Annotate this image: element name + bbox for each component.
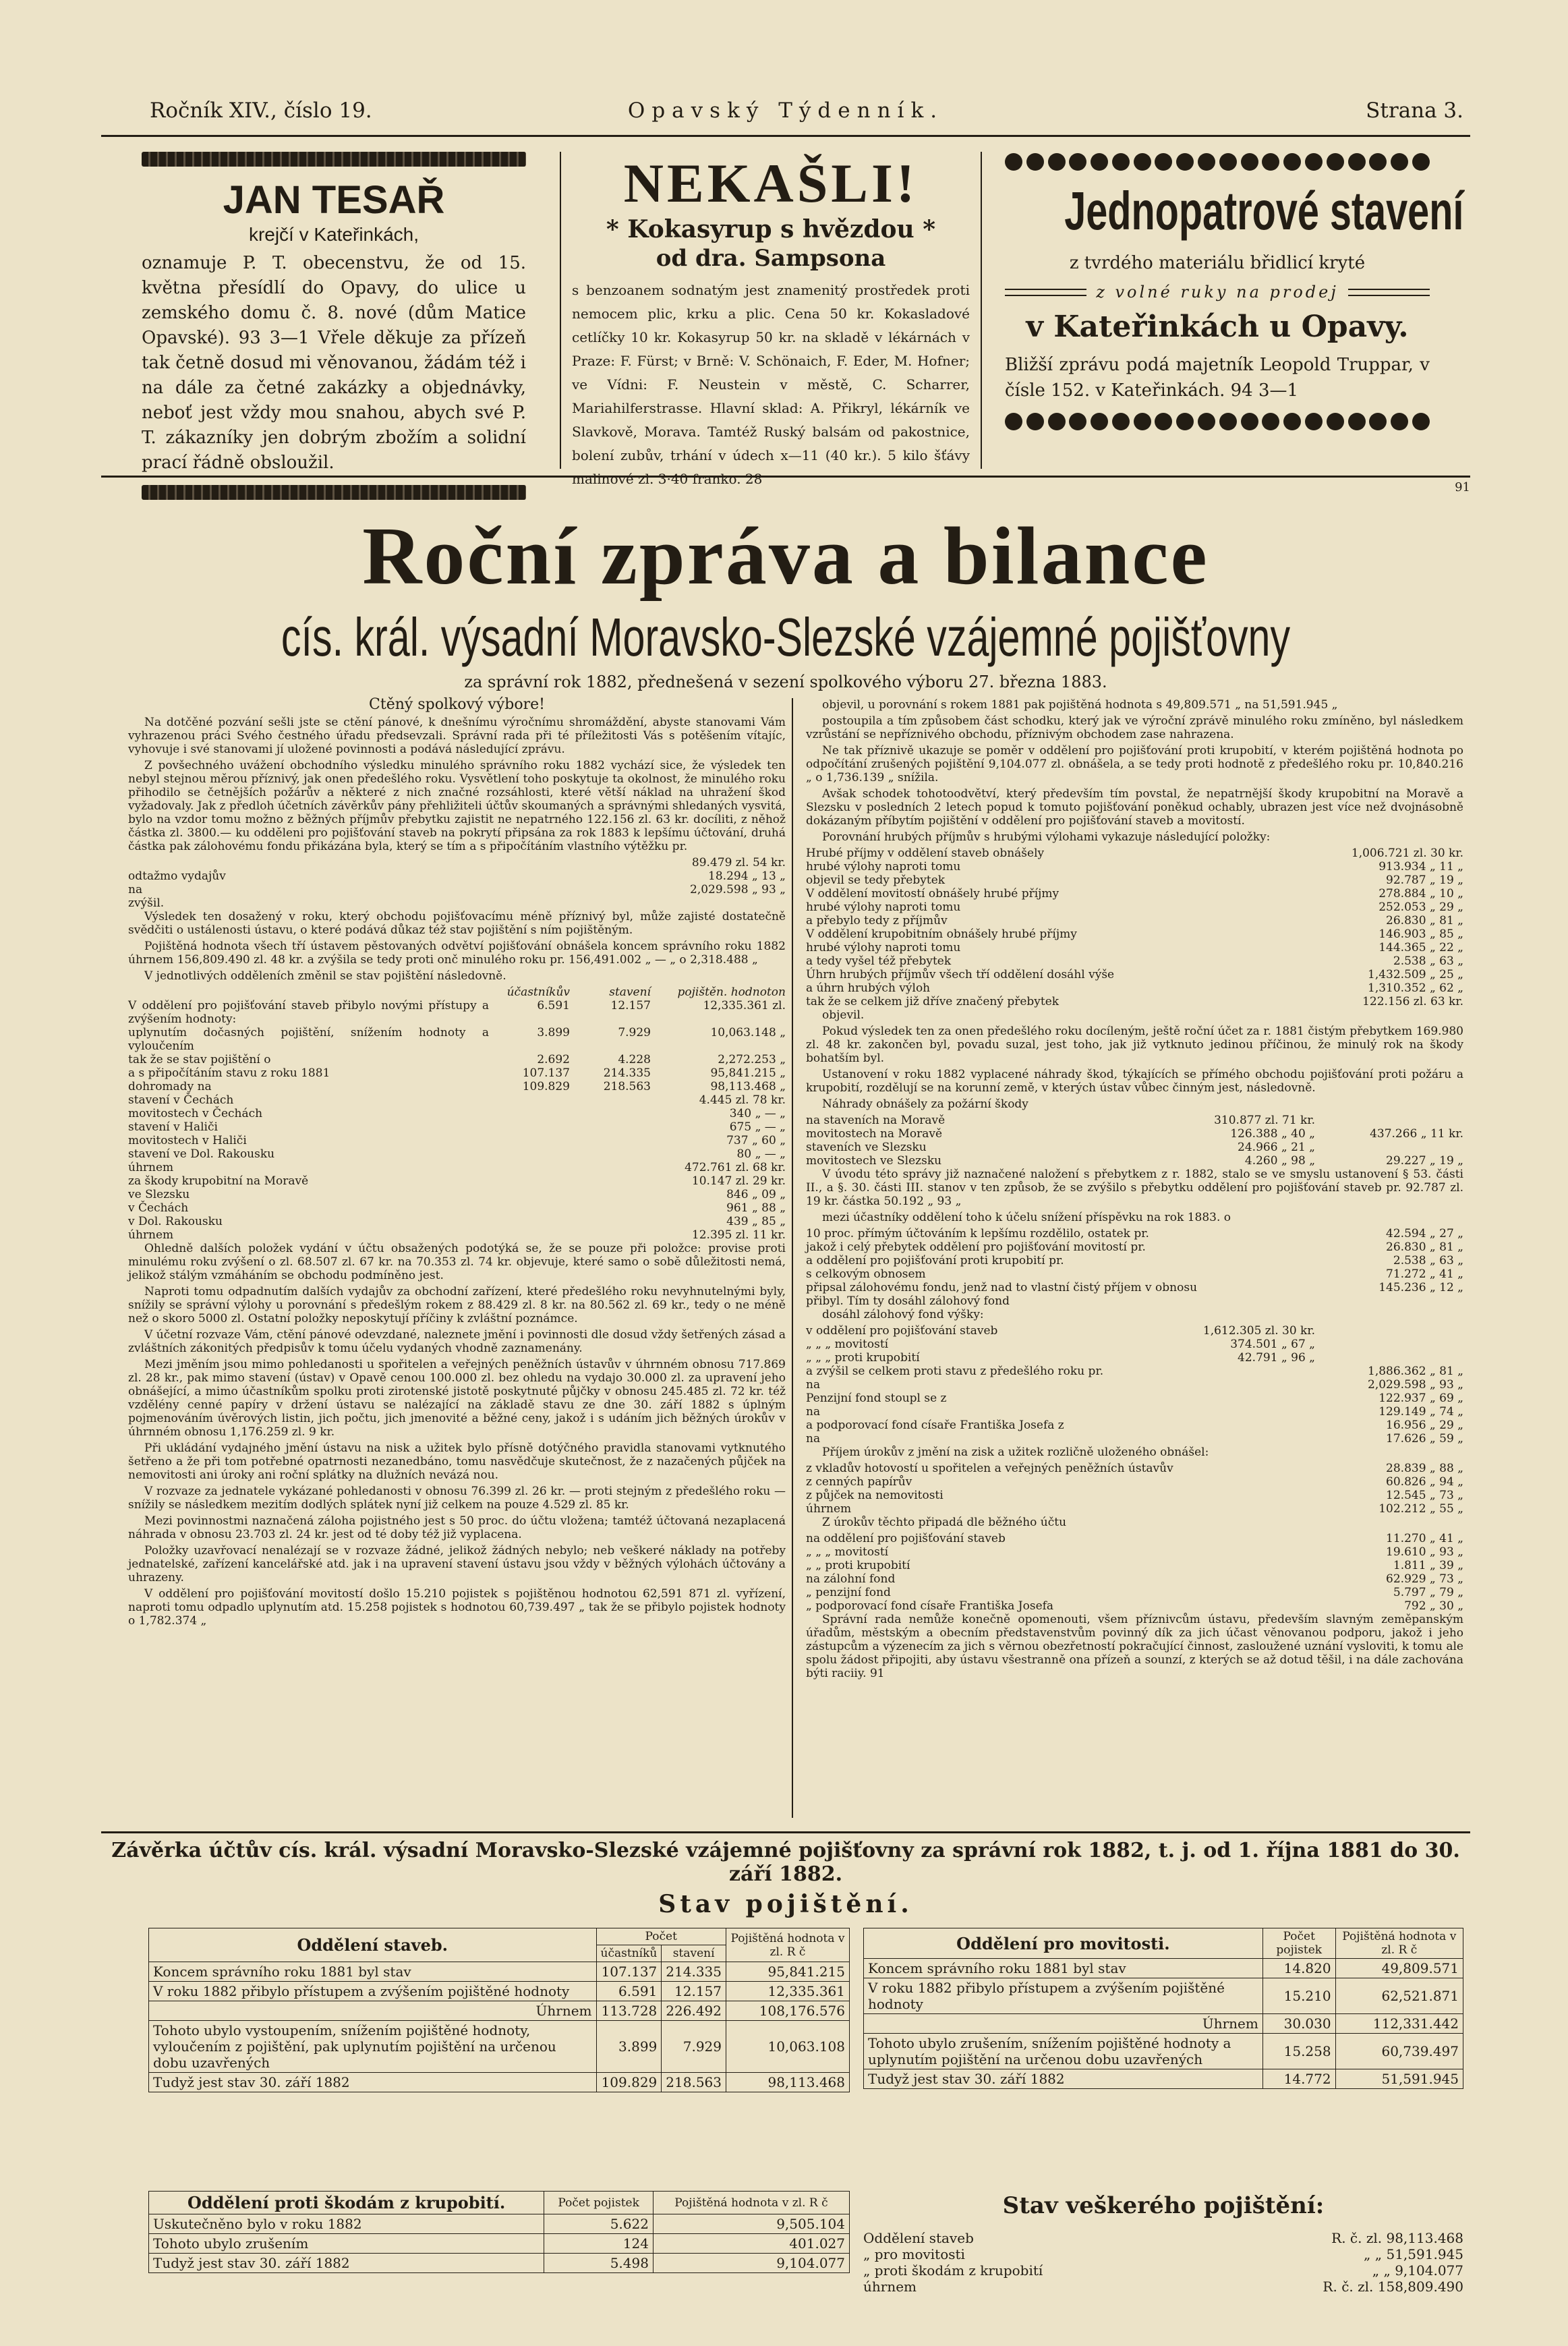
amount-row: hrubé výlohy naproti tomu 144.365 „ 22 „ [806,941,1463,954]
table-row [864,2034,1463,2069]
table-row [149,2001,850,2021]
column-left [128,698,786,1630]
table-heading: Oddělení staveb. [149,1928,597,1962]
amount-list-r5 [806,1462,1463,1516]
amount-row: a úhrn hrubých výloh 1,310.352 „ 62 „ [806,981,1463,995]
amount-row: ve Slezsku 846 „ 09 „ [128,1188,786,1201]
amount-row: jakož i celý přebytek oddělení pro pojišťování movitostí pr. 26.830 „ 81 „ [806,1240,1463,1254]
amount-row: na 17.626 „ 59 „ [806,1432,1463,1446]
paragraph: V jednotlivých odděleních změnil se stav pojištění následovně. [144,969,506,983]
ad-kasli-subtitle2: od dra. Sampsona [656,245,886,272]
paragraph: Na dotčěné pozvání sešli jste se ctění pánové, k dnešnímu výročnímu shromáždění, abyste stanovami Vám vyhrazenou práci Svého čestného úřadu předsevzali. Správní rada při té příležitosti Vás s potěšením vítajíc, vyhovuje i své stanovami jí uložené povinnosti a podává následující zprávu. [128,716,786,756]
table-cell: Koncem správního roku 1881 byl stav [149,1962,597,1982]
ad-top-band [142,152,526,167]
ad-kasli-text: s benzoanem sodnatým jest znamenitý prostředek proti nemocem plic, krku a plic. Cena 50 kr. Kokasladové cetlíčky 10 kr. Kokasyrup 50 kr. na skladě v lékárnách v Praze: F. Fürst; v Brně: V. Schönaich, F. Eder, M. Hofner; ve Vídni: F. Neustein v městě, C. Scharrer, Mariahilferstrasse. Hlavní sklad: A. Přikryl, lékárník ve Slavkově, Morava. Tamtéž Ruský balsám od pakostnice, bolení zubův, trhání v údech x—11 (40 kr.). 5 kilo šťávy malinové zl. 3·40 franko. 28 [572,282,970,487]
table-row [149,2214,850,2234]
paragraph: Položky uzavřovací nenalézají se v rozvaze žádné, jelikož žádných nebylo; neb veškeré náklady na potřeby jednatelské, zařízení kancelářské atd. jak i na upravení stavení ústavu jsou vždy v běžných výlohách účtovány a uhrazeny. [128,1544,786,1584]
issue-number: Ročník XIV., číslo 19. [150,98,372,123]
amount-row: z půjček na nemovitosti 12.545 „ 73 „ [806,1489,1463,1502]
amount-row: movitostech v Čechách 340 „ — „ [128,1107,786,1120]
table-row [149,2254,850,2273]
ad-tesar-text: oznamuje P. T. obecenstvu, že od 15. května přesídlí do Opavy, do ulice u zemského domu č. 8. nové (dům Matice Opavské). 93 3—1 Vřele děkuje za přízeň tak četně dosud mi věnovanou, žádám též i na dále za četné zakázky a objednávky, neboť jest vždy mou snahou, abych své P. T. zákazníky jen dobrým zbožím a solidní prací řádně obsloužil. [142,253,526,473]
masthead [101,94,1470,135]
paragraph: mezi účastníky oddělení toho k účelu snížení příspěvku na rok 1883. o [822,1211,1231,1224]
table-cell: Tudyž jest stav 30. září 1882 [149,2254,544,2273]
table-cell: 14.772 [1262,2069,1335,2089]
ad-staveni [1005,152,1464,432]
table-staveb-rows [149,1962,850,2092]
paragraph: V úvodu této správy již naznačené naložení s přebytkem z r. 1882, stalo se ve smyslu ustanovení § 53. části II., a §. 30. části III. stanov v ten způsob, že se zvýšilo s přebytku oddělení pro pojišťování staveb pr. 92.787 zl. 19 kr. částka 50.192 „ 93 „ [806,1168,1463,1208]
table-cell: 62,521.871 [1335,1978,1463,2014]
amount-row: a podporovací fond císaře Františka Josefa z 16.956 „ 29 „ [806,1419,1463,1432]
paragraph: Pojištěná hodnota všech tří ústavem pěstovaných odvětví pojišťování obnášela koncem správního roku 1882 úhrnem 156,809.490 zl. 48 kr. a zvýšila se tedy proti onč minulého roku pr. 156,491.002 „ — „ o 2,318.488 „ [128,940,786,967]
table-cell: 51,591.945 [1335,2069,1463,2089]
amount-list-r6 [806,1532,1463,1613]
amount-row: v oddělení pro pojišťování staveb 1,612.305 zl. 30 kr. [806,1324,1315,1338]
ad-staveni-line3: v Kateřinkách u Opavy. [1026,310,1409,344]
table-cell: 15.210 [1262,1978,1335,2014]
amount-row: staveních ve Slezsku 24.966 „ 21 „ [806,1141,1315,1154]
table-row [149,2073,850,2092]
paragraph: V oddělení pro pojišťování movitostí došlo 15.210 pojistek s pojištěnou hodnotou 62,591 871 zl. vyřízení, naproti tomu odpadlo uplynutím atd. 15.258 pojistek s hodnotou 60,739.497 „ tak že se přibylo pojistek hodnoty o 1,782.374 „ [128,1587,786,1628]
total-rows [863,2230,1463,2295]
column-right [806,698,1463,1683]
paragraph: Náhrady obnášely za požární škody [822,1097,1028,1111]
amount-row: na 2,029.598 „ 93 „ [806,1378,1463,1392]
amount-row: zvýšil. [128,896,165,910]
paragraph: dosáhl zálohový fond výšky: [822,1308,984,1321]
table-row [149,2021,850,2073]
amount-row: stavení v Čechách 4.445 zl. 78 kr. [128,1093,786,1107]
report-title: Roční zpráva a bilance [362,511,1209,602]
amount-row: 89.479 zl. 54 kr. [691,856,786,869]
stats-row: tak že se stav pojištění o 2.692 4.228 2,272.253 „ [128,1053,786,1066]
table-cell: Úhrnem [149,2001,597,2021]
amount-row: přibyl. Tím ty dosáhl zálohový fond [806,1294,1010,1308]
amount-row: úhrnem R. č. zl. 158,809.490 [863,2279,1463,2295]
table-row [864,1959,1463,1978]
summary-rule [101,1831,1470,1833]
amount-row: z vkladův hotovostí u spořitelen a veřejných peněžních ústavův 28.839 „ 88 „ [806,1462,1463,1475]
amount-row: 10 proc. přímým účtováním k lepšímu rozdělilo, ostatek pr. 42.594 „ 27 „ [806,1227,1463,1240]
paragraph: Ohledně dalších položek vydání v účtu obsažených podotýká se, že se pouze při položce: provise proti minulému roku zvýšení o zl. 68.507 zl. 67 kr. na 70.353 zl. 74 kr. objevuje, které samo o sobě důležitosti nemá, jelikož stálým vzmáháním se obchodu podmíněno jest. [128,1242,786,1282]
paragraph: Výsledek ten dosažený v roku, který obchodu pojišťovacímu méně příznivý byl, může zajisté dostatečně svědčiti o ustálenosti ústavu, o které podává důkaz též stav pojištění s ním pojištěným. [128,910,786,937]
newspaper-title: Opavský Týdenník. [627,98,944,123]
greeting: Ctěný spolkový výbore! [369,696,545,713]
paragraph: Z povšechného uvážení obchodního výsledku minulého správního roku 1882 vychází sice, že výsledek ten nebyl stejnou měrou příznivý, jak onen předešlého roku. Vysvětlení toho poskytuje ta okolnost, že minulého roku přihodilo se četnějších požárův a některé z nich značné rozsáhlosti, které větší náklad na uhražení škod vyžadovaly. Jak z předloh účetních závěrkův pány přehližiteli účtův skoumaných a správnými shledaných vysvitá, bylo na vzdor tomu možno z běžných příjmův přebytku zajistit ne nepatrného 122.156 zl. 63 kr. docíliti, z něhož částka zl. 3800.— ku odděleni pro pojišťování staveb na pokrytí připsána za rok 1883 k lepšímu účtování, druhá částka pak zálohovému fondu přikázána byla, který se tím a s připočítáním vlastního výtěžku pr. [128,759,786,853]
table-cell: 218.563 [662,2073,726,2092]
ad-staveni-text: Bližší zprávu podá majetník Leopold Truppar, v čísle 152. v Kateřinkách. 94 3—1 [1005,355,1430,401]
amount-row: s celkovým obnosem 71.272 „ 41 „ [806,1267,1463,1281]
table-cell: 49,809.571 [1335,1959,1463,1978]
report-number: 91 [1455,480,1470,494]
table-row [149,1962,850,1982]
table-heading: Oddělení pro movitosti. [864,1928,1263,1959]
table-cell: V roku 1882 přibylo přístupem a zvýšením pojištěné hodnoty [864,1978,1263,2014]
ad-kasli [560,152,982,487]
table-cell: 30.030 [1262,2014,1335,2034]
amount-row: připsal zálohovému fondu, jenž nad to vlastní čistý příjem v obnosu 145.236 „ 12 „ [806,1281,1463,1294]
table-cell: Koncem správního roku 1881 byl stav [864,1959,1263,1978]
table-cell: 109.829 [596,2073,662,2092]
table-cell: 5.498 [544,2254,654,2273]
page-number: Strana 3. [1366,98,1463,123]
col-pocet: Počet [596,1928,726,1945]
amount-row: na zálohní fond 62.929 „ 73 „ [806,1572,1463,1586]
amount-row: movitostech ve Slezsku 4.260 „ 98 „ 29.227 „ 19 „ [806,1154,1463,1168]
paragraph: Mezi jměním jsou mimo pohledanosti u spořitelen a veřejných peněžních ústavův v úhrnném obnosu 717.869 zl. 28 kr., pak mimo stavení (ústav) v Opavě cenou 100.000 zl. bez ohledu na vydajo 30.000 zl. za upravení jeho obnášející, a mimo účastníkům spolku proti zirotenské jistotě poskytnuté půjčky v obnosu 245.485 zl. 72 kr. též vzdělény cenné papíry v držení ústavu se nalézající na základě stavu ze dne 30. září 1882 s úplným pojmenováním úvěrových listin, jich počtu, jich jmenovité a běžné ceny, jakož i s udáním jich běžných úrokův v úhrnném obnosu 1,176.259 zl. 9 kr. [128,1358,786,1439]
stats-table [128,985,786,1093]
stats-row: dohromady na 109.829 218.563 98,113.468 „ [128,1080,786,1093]
amount-row: movitostech v Haliči 737 „ 60 „ [128,1134,786,1147]
table-cell: Tohoto ubylo vystoupením, snížením pojištěné hodnoty, vyloučením z pojištění, pak uplynutím pojištění na určenou dobu uzavřených [149,2021,597,2073]
stats-row: a s připočítáním stavu z roku 1881 107.137 214.335 95,841.215 „ [128,1066,786,1080]
total-insurance [863,2192,1463,2295]
ad-staveni-title: Jednopatrové stavení [1064,181,1464,241]
amount-row: „ „ „ movitostí 374.501 „ 67 „ [806,1338,1315,1351]
amount-row: v Dol. Rakousku 439 „ 85 „ [128,1215,786,1228]
amount-row: z cenných papírův 60.826 „ 94 „ [806,1475,1463,1489]
amount-row: Penzijní fond stoupl se z 122.937 „ 69 „ [806,1392,1463,1405]
column-divider [792,698,793,1818]
table-staveb [148,1928,850,2092]
amount-row: Úhrn hrubých příjmův všech tří oddělení dosáhl výše 1,432.509 „ 25 „ [806,968,1463,981]
ad-kasli-subtitle: * Kokasyrup s hvězdou * [606,215,936,244]
table-cell: V roku 1882 přibylo přístupem a zvýšením pojištěné hodnoty [149,1982,597,2001]
table-cell: 15.258 [1262,2034,1335,2069]
amount-row: na staveních na Moravě 310.877 zl. 71 kr. [806,1114,1315,1127]
table-movitosti [863,1928,1463,2089]
dot-border-top [1005,152,1430,172]
table-cell: 7.929 [662,2021,726,2073]
amount-row: úhrnem 12.395 zl. 11 kr. [128,1228,786,1242]
amount-row: za škody krupobitní na Moravě 10.147 zl. 29 kr. [128,1174,786,1188]
newspaper-page [101,94,1470,2346]
amount-row: v Čechách 961 „ 88 „ [128,1201,786,1215]
table-cell: 60,739.497 [1335,2034,1463,2069]
table-cell: 14.820 [1262,1959,1335,1978]
table-cell: 10,063.108 [726,2021,850,2073]
paragraph: Správní rada nemůže konečně opomenouti, všem příznivcům ústavu, především slavným zeměpanským úřadům, městským a obecním představenstvům povinný dík za jich účast věnovanou podporu, jakož i jeho zástupcům a výzenecím za jich s věrnou obezřetností pokračující činnost, zasloužené uznání vysloviti, k tomu ale spolu žádost připojiti, aby ústavu všestranně ona přízeň a sounzí, z kterých se až dotud těšil, i na dále zachována býti raciiy. 91 [806,1613,1463,1680]
amount-row: hrubé výlohy naproti tomu 252.053 „ 29 „ [806,900,1463,914]
ad-staveni-line2: z volné ruky na prodej [1005,283,1430,302]
amount-row: odtažmo vydajův 18.294 „ 13 „ [128,869,786,883]
amount-row: „ proti škodám z krupobití „ „ 9,104.077 [863,2262,1463,2279]
amount-list-r2 [806,1114,1463,1168]
amount-row: Hrubé příjmy v oddělení staveb obnášely 1,006.721 zl. 30 kr. [806,847,1463,860]
table-cell: 226.492 [662,2001,726,2021]
amount-row: objevil se tedy přebytek 92.787 „ 19 „ [806,874,1463,887]
paragraph: V rozvaze za jednatele vykázané pohledanosti v obnosu 76.399 zl. 26 kr. — proti stejným z předešlého roku — snížily se následkem mezitím dodlých splátek nyní již celkem na pouze 4.529 zl. 85 kr. [128,1485,786,1512]
paragraph: Mezi povinnostmi naznačená záloha pojistného jest s 50 proc. do účtu vložena; tamtéž účtovaná nezaplacená náhrada v obnosu 23.703 zl. 24 kr. jest od té doby též již vyplacena. [128,1514,786,1541]
amount-row: na 2,029.598 „ 93 „ [128,883,786,896]
table-movitosti-rows [864,1959,1463,2089]
table-cell: 5.622 [544,2214,654,2234]
table-cell: Tohoto ubylo zrušením [149,2234,544,2254]
ad-tesar-subtitle: krejčí v Kateřinkách, [248,224,419,245]
summary-tables [101,1928,1470,2346]
total-heading: Stav veškerého pojištění: [1002,2192,1325,2219]
amount-row: na 129.149 „ 74 „ [806,1405,1463,1419]
col-hodnota: Pojištěná hodnota v zl. R č [726,1928,850,1962]
dot-border-bottom [1005,411,1430,432]
table-row [864,2069,1463,2089]
amount-row: úhrnem 102.212 „ 55 „ [806,1502,1463,1516]
report-header [101,480,1470,691]
amount-row: „ „ „ movitostí 19.610 „ 93 „ [806,1545,1463,1559]
table-cell: Tudyž jest stav 30. září 1882 [864,2069,1263,2089]
table-cell: Tudyž jest stav 30. září 1882 [149,2073,597,2092]
paragraph: objevil. [822,1008,865,1022]
amount-row: „ podporovací fond císaře Františka Josefa 792 „ 30 „ [806,1599,1463,1613]
paragraph: Porovnání hrubých příjmův s hrubými výlohami vykazuje následující položky: [822,830,1271,844]
summary-header [101,1839,1470,1918]
amount-list-2 [128,1093,786,1242]
amount-row: „ „ „ proti krupobití 42.791 „ 96 „ [806,1351,1315,1365]
ad-tesar [142,152,526,500]
ad-kasli-title: NEKAŠLI! [623,152,919,214]
table-row [864,2014,1463,2034]
table-cell: 6.591 [596,1982,662,2001]
table-cell: 95,841.215 [726,1962,850,1982]
amount-row: stavení ve Dol. Rakousku 80 „ — „ [128,1147,786,1161]
ad-staveni-line1: z tvrdého materiálu břidlicí kryté [1069,253,1366,273]
amount-row: „ „ proti krupobití 1.811 „ 39 „ [806,1559,1463,1572]
table-cell: 98,113.468 [726,2073,850,2092]
table-cell: 12,335.361 [726,1982,850,2001]
amount-row: „ penzijní fond 5.797 „ 79 „ [806,1586,1463,1599]
table-row [864,1978,1463,2014]
amount-row: a tedy vyšel též přebytek 2.538 „ 63 „ [806,954,1463,968]
amount-row: „ pro movitosti „ „ 51,591.945 [863,2246,1463,2262]
summary-title: Závěrka účtův cís. král. výsadní Moravsko-Slezské vzájemné pojišťovny za správní rok 1882, t. j. od 1. října 1881 do 30. září 1882. [111,1839,1460,1886]
col-hodnota: Pojištěná hodnota v zl. R č [653,2192,849,2214]
table-heading: Oddělení proti škodám z krupobití. [149,2192,544,2214]
paragraph: Z úrokův těchto připadá dle běžného účtu [822,1516,1067,1529]
amount-row: a zvýšil se celkem proti stavu z předešlého roku pr. 1,886.362 „ 81 „ [806,1365,1463,1378]
table-row [149,1982,850,2001]
table-cell: 3.899 [596,2021,662,2073]
col-staveni: stavení [662,1945,726,1962]
table-cell: 124 [544,2234,654,2254]
stats-table-rows [128,999,786,1093]
amount-row: V oddělení krupobitním obnášely hrubé příjmy 146.903 „ 85 „ [806,927,1463,941]
table-cell: Tohoto ubylo zrušením, snížením pojištěné hodnoty a uplynutím pojištění na určenou dobu uzavřených [864,2034,1263,2069]
paragraph: postoupila a tím způsobem část schodku, který jak ve výroční zprávě minulého roku zmíněno, byl následkem vzrůstání se nepříznivého obchodu, příznivým obchodem zase nahrazena. [806,714,1463,741]
paragraph: Ustanovení v roku 1882 vyplacené náhrady škod, týkajících se přímého obchodu pojišťování proti požáru a krupobití, rozdělují se na korunní země, v kterých ústav vůbec činným jest, následovně. [806,1068,1463,1095]
ad-tesar-name: JAN TESAŘ [223,178,445,222]
stats-row: uplynutím dočasných pojištění, snížením hodnoty a vyloučením 3.899 7.929 10,063.148 „ [128,1026,786,1053]
amount-row: na oddělení pro pojišťování staveb 11.270 „ 41 „ [806,1532,1463,1545]
report-body [101,698,1470,1831]
table-krupobiti-rows [149,2214,850,2273]
col-hodnota: Pojištěná hodnota v zl. R č [1335,1928,1463,1959]
ad-bottom-band [142,485,526,500]
table-cell: 9,104.077 [653,2254,849,2273]
table-cell: 107.137 [596,1962,662,1982]
stats-table-header: účastníkův stavení pojištěn. hodnoton [506,985,786,999]
masthead-rule [101,135,1470,137]
paragraph: Příjem úrokův z jmění na zisk a užitek rozličně uloženého obnášel: [822,1446,1209,1459]
amount-list-1 [128,856,786,910]
stats-row: V oddělení pro pojišťování staveb přibylo novými přístupy a zvýšením hodnoty: 6.591 12.157 12,335.361 zl. [128,999,786,1026]
table-cell: 12.157 [662,1982,726,2001]
amount-row: hrubé výlohy naproti tomu 913.934 „ 11 „ [806,860,1463,874]
col-pocet: Počet pojistek [1262,1928,1335,1959]
table-cell: 214.335 [662,1962,726,1982]
table-cell: Uskutečněno bylo v roku 1882 [149,2214,544,2234]
amount-row: Oddělení staveb R. č. zl. 98,113.468 [863,2230,1463,2246]
table-krupobiti [148,2191,850,2273]
paragraph: Při ukládání vydajného jmění ústavu na nisk a užitek bylo přísně dotýčného pravidla stanovami vytknutého šetřeno a že při tom potřebné opatrnosti nezanedbáno, tomu nasvědčuje skutečnost, že z nazačených půjček na nemovitosti ani úroky ani roční splátky na dlužních nevázá nou. [128,1441,786,1482]
paragraph: Naproti tomu odpadnutím dalších vydajův za obchodní zařízení, které předešlého roku nevyhnutelnými byly, snížily se správní výlohy u porovnání s předešlým rokem z 88.429 zl. 8 kr. na 80.562 zl. 69 kr., tedy o ne méně než o skoro 5000 zl. Ostatní položky neposkytují příčiny k zvláštní poznámce. [128,1285,786,1325]
table-row [149,2234,850,2254]
amount-row: a oddělení pro pojišťování proti krupobití pr. 2.538 „ 63 „ [806,1254,1463,1267]
report-subtitle: cís. král. výsadní Moravsko-Slezské vzájemné pojišťovny [281,607,1291,667]
amount-row: a přebylo tedy z příjmův 26.830 „ 81 „ [806,914,1463,927]
amount-list-r3 [806,1227,1463,1308]
paragraph: Ne tak příznivě ukazuje se poměr v oddělení pro pojišťování proti krupobití, v kterém pojištěná hodnota po odpočítání zrušených pojištění 9,104.077 zl. obnášela, a se tedy proti hodnotě z předešlého roku pr. 10,840.216 „ o 1,736.139 „ snížila. [806,744,1463,784]
summary-subtitle: Stav pojištění. [658,1890,913,1918]
paragraph: Avšak schodek tohotoodvětví, který především tím povstal, že nepatrnější škody krupobitní na Moravě a Slezsku v posledních 2 letech popud k tomuto pojišťování poněkud ochably, ubrazen jest více než dvojnásobně dokázaným příbytím pojištění v oddělení pro pojišťování staveb a movitostí. [806,787,1463,828]
amount-row: movitostech na Moravě 126.388 „ 40 „ 437.266 „ 11 kr. [806,1127,1463,1141]
table-cell: 401.027 [653,2234,849,2254]
table-cell: 113.728 [596,2001,662,2021]
table-cell: 9,505.104 [653,2214,849,2234]
table-cell: 112,331.442 [1335,2014,1463,2034]
paragraph: Pokud výsledek ten za onen předešlého roku docíleným, ještě roční účet za r. 1881 čistým přebytkem 169.980 zl. 48 kr. zakončen byl, povadu suzal, jest toho, jak již vytknuto jedinou příčinou, že minulý rok na škody bohatším byl. [806,1025,1463,1065]
amount-row: tak že se celkem již dříve značený přebytek 122.156 zl. 63 kr. [806,995,1463,1008]
col-ucastniku: účastníků [596,1945,662,1962]
table-cell: 108,176.576 [726,2001,850,2021]
amount-list-r1 [806,847,1463,1008]
paragraph: V účetní rozvaze Vám, ctění pánové odevzdané, naleznete jmění i povinnosti dle dosud vždy šetřených zásad a zvláštních zákonitých předpisův k tomu účelu vydaných vhodně zaznamenány. [128,1328,786,1355]
report-date-line: za správní rok 1882, přednešená v sezení spolkového výboru 27. března 1883. [464,673,1107,691]
amount-row: V oddělení movitostí obnášely hrubé příjmy 278.884 „ 10 „ [806,887,1463,900]
amount-list-r4 [806,1324,1463,1446]
table-cell: Úhrnem [864,2014,1263,2034]
paragraph: objevil, u porovnání s rokem 1881 pak pojištěná hodnota s 49,809.571 „ na 51,591.945 „ [822,698,1338,712]
amount-row: úhrnem 472.761 zl. 68 kr. [128,1161,786,1174]
amount-row: stavení v Haliči 675 „ — „ [128,1120,786,1134]
col-pocet: Počet pojistek [544,2192,654,2214]
